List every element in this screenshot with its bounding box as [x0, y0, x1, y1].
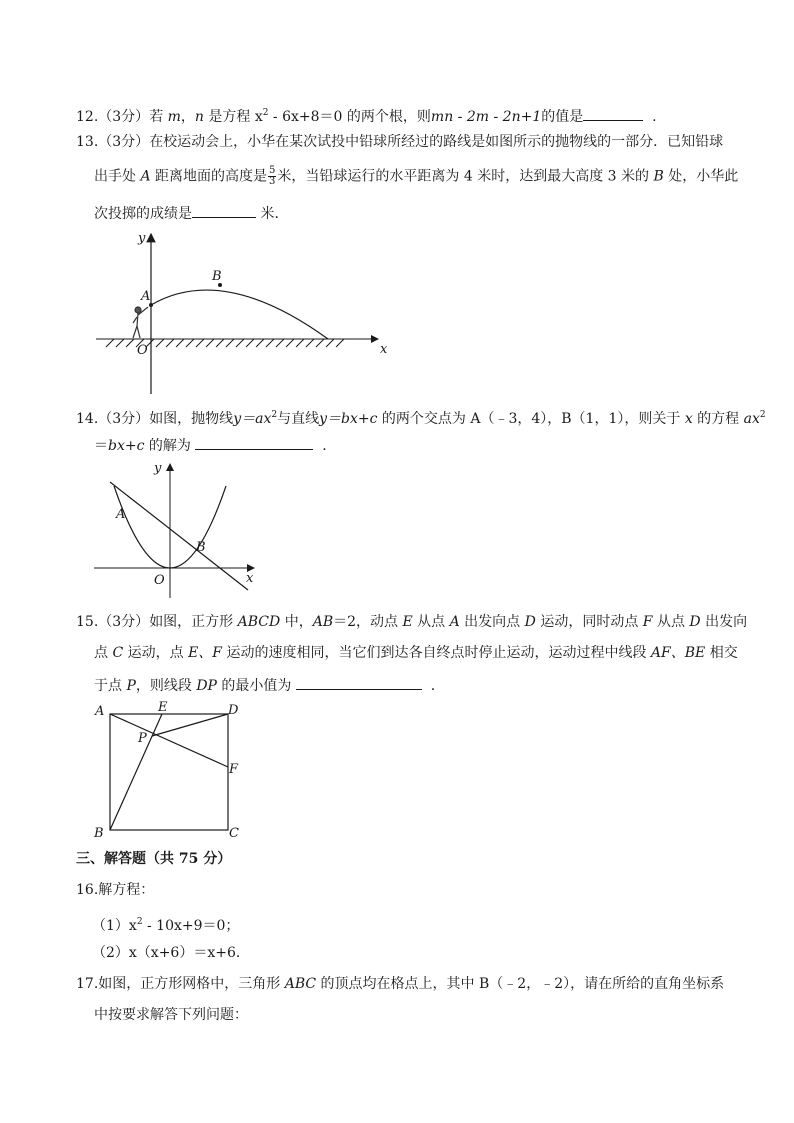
question-17-line-1: 17.如图，正方形网格中，三角形 ABC 的顶点均在格点上，其中 B（﹣2，﹣2），请在所给的直角坐标系	[76, 976, 725, 992]
question-12: 12.（3分）若 m，n 是方程 $x^2 - 6x+8=0$ 的两个根，则mn - 2m - 2n+1的值是 .	[76, 108, 657, 125]
question-number: 13.	[76, 134, 99, 150]
label-c: C	[229, 826, 239, 840]
figure-square-abcd	[92, 700, 252, 840]
figure-shot-put-parabola	[92, 228, 402, 398]
score: （3分）	[98, 614, 150, 630]
question-15-line-2: 点 C 运动，点 E、F 运动的速度相同，当它们到达各自终点时停止运动，运动过程中线段 AF、BE 相交	[94, 645, 738, 661]
label-y: y	[154, 461, 162, 476]
question-15-line-1: 15.（3分）如图，正方形 ABCD 中，AB＝2，动点 E 从点 A 出发向点 D 运动，同时动点 F 从点 D 出发向	[76, 614, 748, 630]
score: （3分）	[98, 109, 150, 125]
label-a: A	[116, 507, 126, 522]
label-b: B	[212, 269, 222, 284]
label-e: E	[158, 700, 168, 715]
question-16-part-1: $(1)x^2 - 10x+9=0$；	[92, 917, 240, 934]
answer-blank[interactable]	[192, 203, 256, 218]
label-x: x	[380, 342, 388, 357]
score: （3分）	[98, 134, 150, 150]
question-number: 16.	[76, 882, 99, 898]
segment-af	[110, 714, 228, 767]
segment-be	[110, 714, 162, 830]
label-a: A	[141, 289, 151, 304]
label-b: B	[94, 826, 104, 840]
straight-line	[110, 482, 248, 590]
question-13-line-1: 13.（3分）在校运动会上，小华在某次试投中铅球所经过的路线是如图所示的抛物线的一部分．已知铅球	[76, 134, 724, 150]
label-y: y	[138, 231, 146, 246]
question-14-line-1: 14.（3分）如图，抛物线$y=ax^2$与直线y＝bx+c 的两个交点为 A（﹣3，4），B（1，1），则关于 x 的方程 $ax^2$	[76, 410, 766, 427]
label-x: x	[246, 571, 254, 586]
question-13-line-2: 出手处 A 距离地面的高度是 $\frac{5}{3}$ 米，当铅球运行的水平距离为 4 米时，达到最大高度 3 米的 B 处，小华此	[94, 165, 739, 187]
question-number: 14.	[76, 411, 99, 427]
label-o: O	[137, 343, 148, 358]
question-number: 17.	[76, 976, 99, 992]
score: （3分）	[98, 411, 150, 427]
question-number: 12.	[76, 109, 99, 125]
label-o: O	[154, 573, 165, 588]
question-16-part-2: （2）x（x+6）＝x+6．	[92, 945, 250, 961]
figure-parabola-and-line	[88, 458, 268, 608]
question-14-line-2: ＝bx+c 的解为 .	[94, 435, 327, 456]
thrower-figure	[133, 307, 148, 338]
segment-dp	[152, 714, 228, 736]
label-a: A	[95, 704, 105, 719]
fraction-five-thirds: $\frac{5}{3}$	[269, 165, 276, 187]
answer-blank[interactable]	[583, 106, 643, 121]
parabola-curve	[151, 290, 328, 339]
question-15-line-3: 于点 P，则线段 DP 的最小值为 .	[94, 675, 435, 696]
question-16: 16.解方程：	[76, 882, 155, 898]
question-17-line-2: 中按要求解答下列问题：	[94, 1007, 248, 1023]
label-p: P	[138, 731, 147, 746]
section-heading: 三、解答题（共 75 分）	[76, 851, 232, 867]
label-f: F	[229, 762, 239, 777]
label-b: B	[196, 540, 206, 555]
label-d: D	[228, 703, 239, 718]
question-13-line-3: 次投掷的成绩是 米．	[94, 203, 288, 224]
answer-blank[interactable]	[195, 435, 313, 450]
answer-blank[interactable]	[296, 675, 422, 690]
question-number: 15.	[76, 614, 99, 630]
